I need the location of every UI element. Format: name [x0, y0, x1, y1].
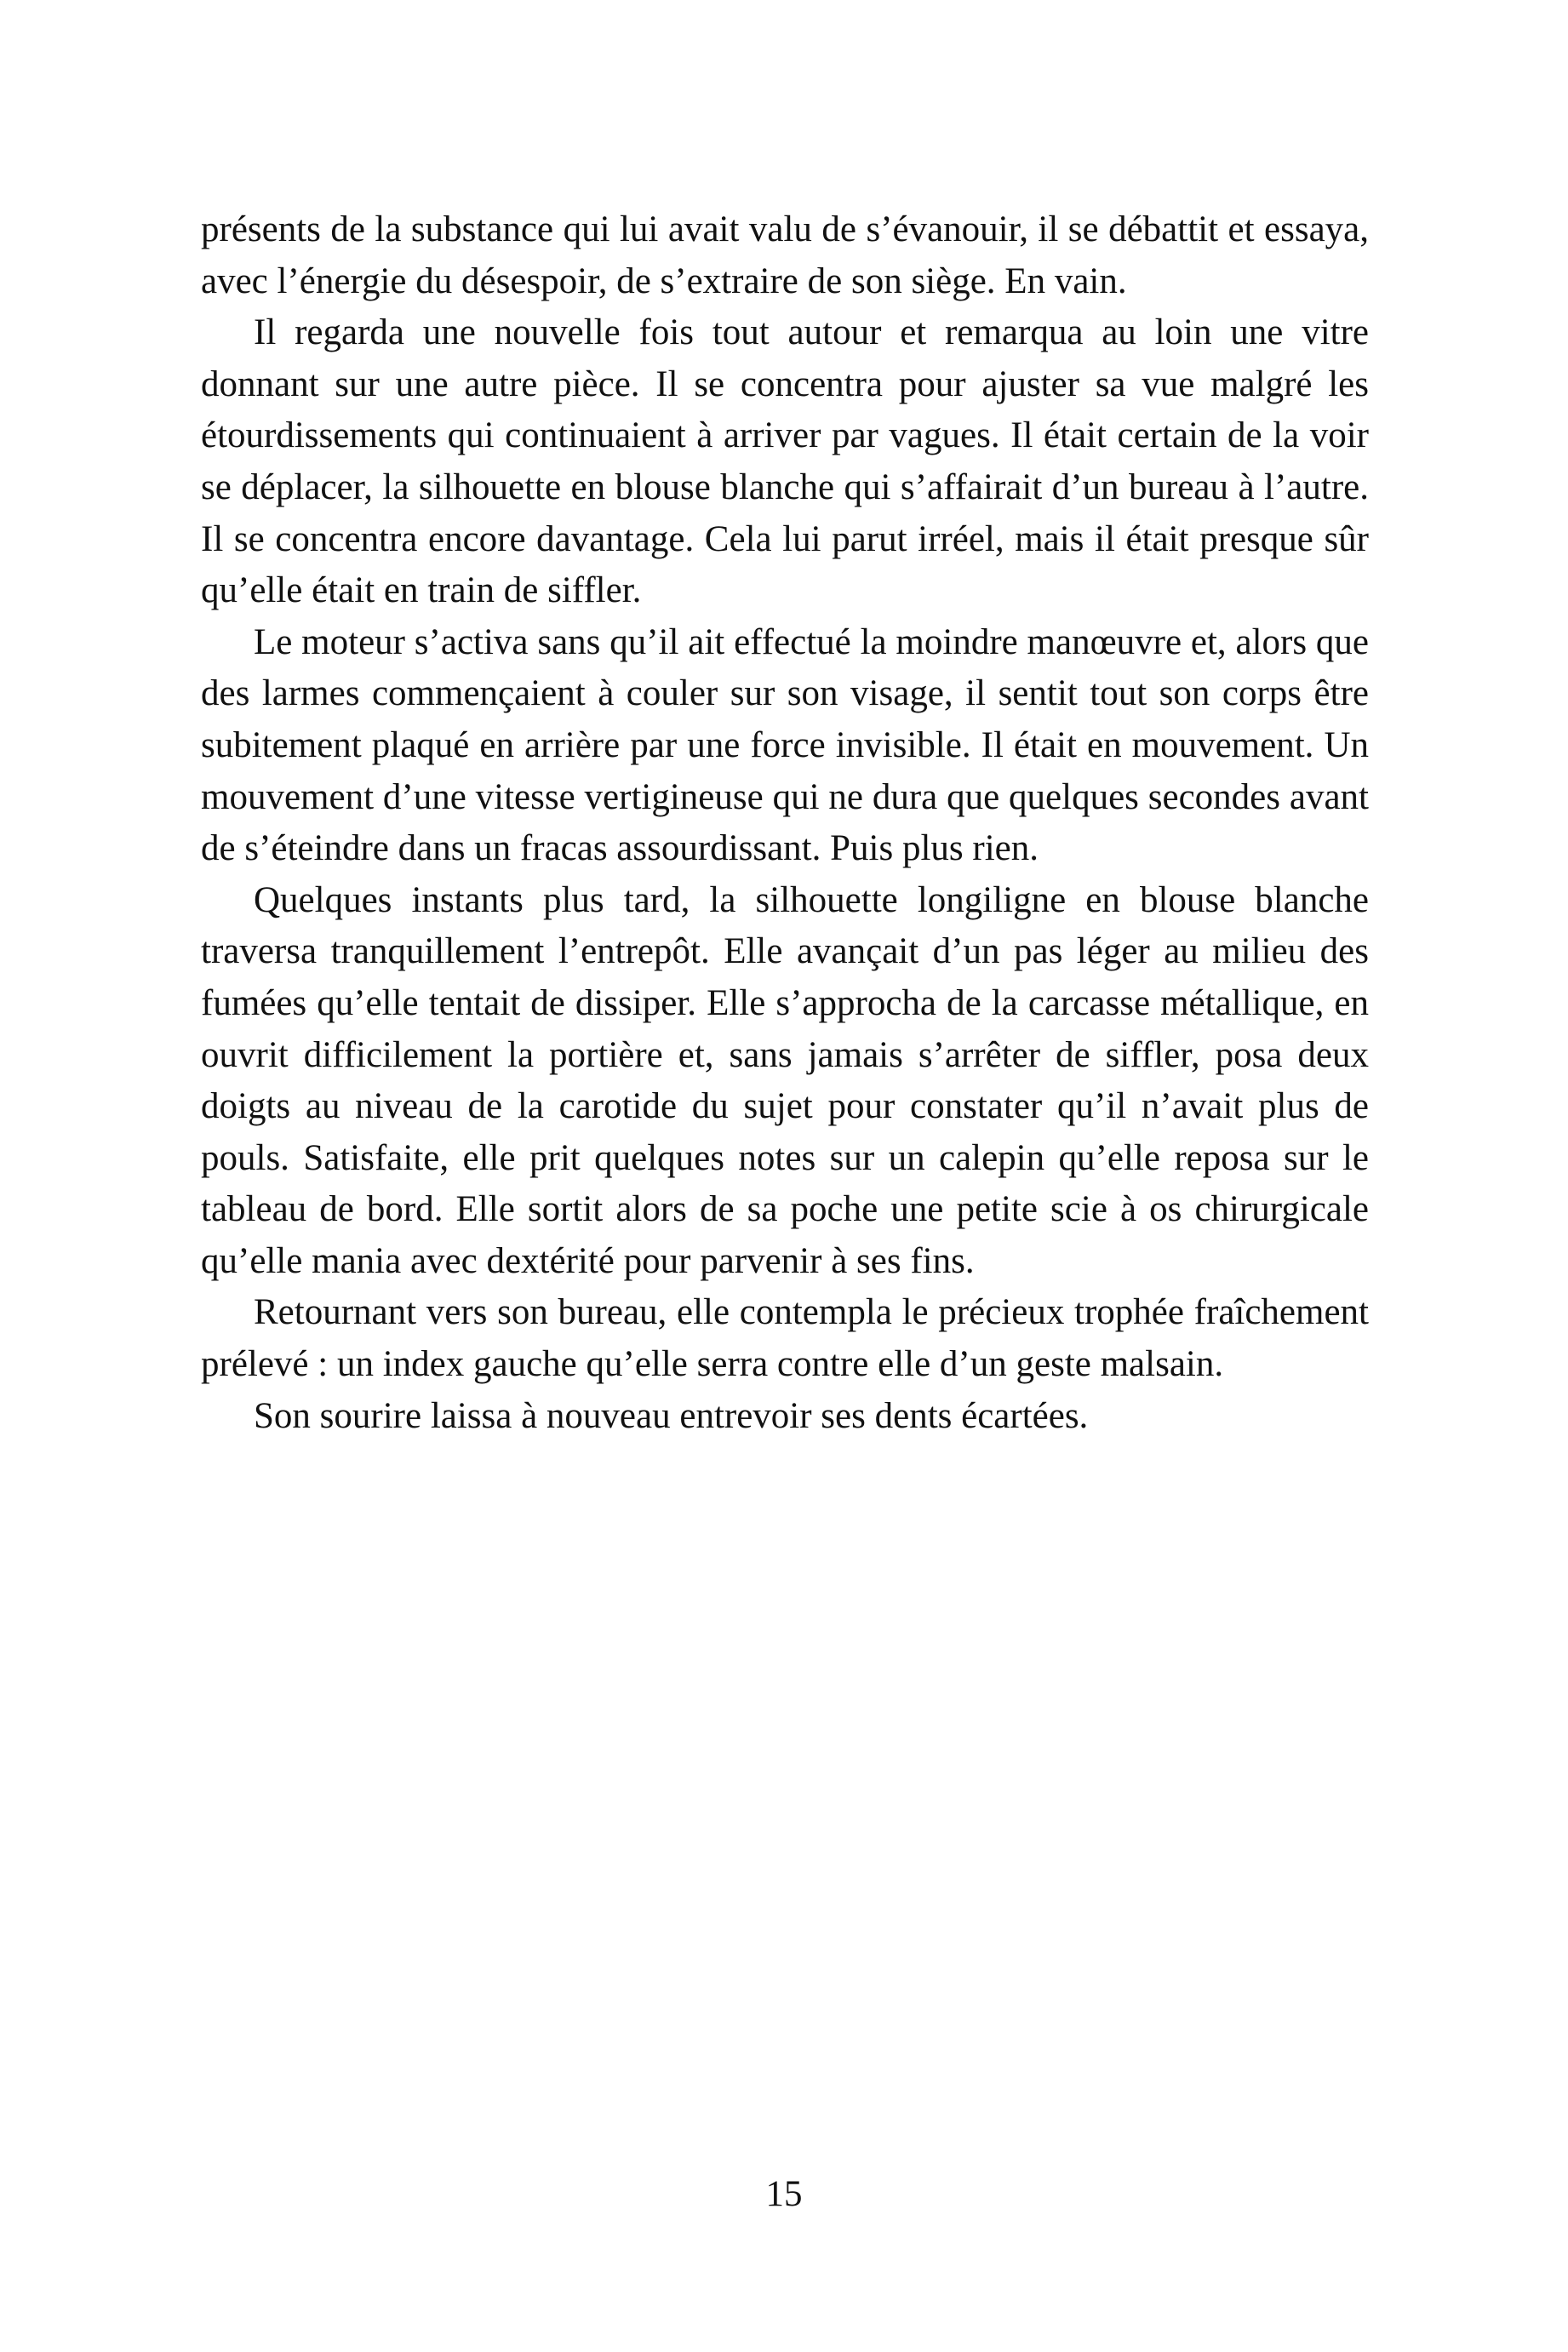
paragraph-1: présents de la substance qui lui avait valu de s’évanouir, il se débattit et essaya, avec l’énergie du désespoir, de s’extraire de son siège. En vain. [201, 209, 1369, 301]
page-number: 15 [765, 2174, 803, 2214]
paragraph-2: Il regarda une nouvelle fois tout autour et remarqua au loin une vitre donnant sur une autre pièce. Il se concentra pour ajuster sa vue malgré les étourdissements qui continuaient à arriver par vagues. Il était certain de la voir se déplacer, la silhouette en blouse blanche qui s’affairait d’un bureau à l’autre. Il se concentra encore davantage. Cela lui parut irréel, mais il était presque sûr qu’elle était en train de siffler. [201, 312, 1369, 611]
paragraph-3: Le moteur s’activa sans qu’il ait effectué la moindre manœuvre et, alors que des larmes commençaient à couler sur son visage, il sentit tout son corps être subitement plaqué en arrière par une force invisible. Il était en mouvement. Un mouvement d’une vitesse vertigineuse qui ne dura que quelques secondes avant de s’éteindre dans un fracas assourdissant. Puis plus rien. [201, 621, 1369, 869]
paragraph-4: Quelques instants plus tard, la silhouette longiligne en blouse blanche traversa tranquillement l’entrepôt. Elle avançait d’un pas léger au milieu des fumées qu’elle tentait de dissiper. Elle s’approcha de la carcasse métallique, en ouvrit difficilement la portière et, sans jamais s’arrêter de siffler, posa deux doigts au niveau de la carotide du sujet pour constater qu’il n’avait plus de pouls. Satisfaite, elle prit quelques notes sur un calepin qu’elle reposa sur le tableau de bord. Elle sortit alors de sa poche une petite scie à os chirurgicale qu’elle mania avec dextérité pour parvenir à ses fins. [201, 879, 1369, 1281]
body-text [201, 204, 1369, 1442]
paragraph-5: Retournant vers son bureau, elle contempla le précieux trophée fraîchement prélevé : un index gauche qu’elle serra contre elle d’un geste malsain. [201, 1292, 1369, 1385]
paragraph-6: Son sourire laissa à nouveau entrevoir ses dents écartées. [254, 1395, 1089, 1436]
